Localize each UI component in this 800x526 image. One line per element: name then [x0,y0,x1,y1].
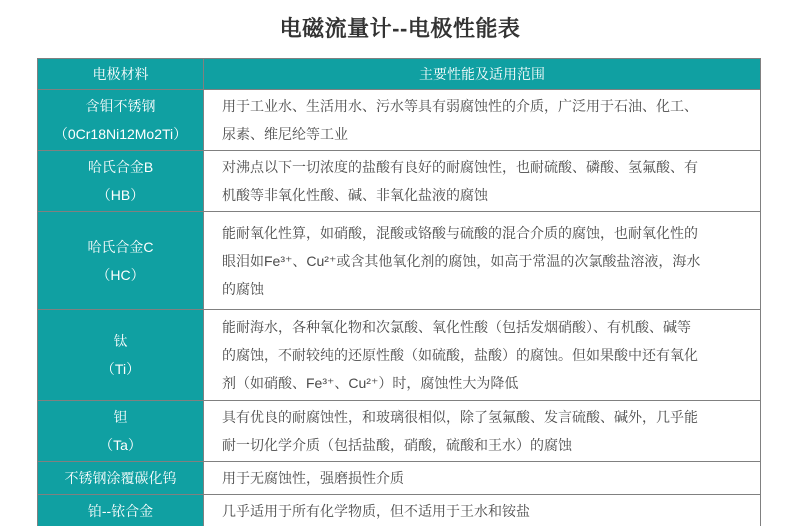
description-cell [204,401,761,462]
material-cell [38,462,204,495]
description-text: 能耐氧化性算，如硝酸，混酸或铬酸与硫酸的混合介质的腐蚀，也耐氧化性的眼泪如Fe³⁺、Cu²⁺或含其他氧化剂的腐蚀，如高于常温的次氯酸盐溶液，海水的腐蚀 [222,224,701,297]
material-code: （HC） [96,266,145,283]
material-name: 哈氏合金B [87,159,154,175]
material-cell [38,151,204,212]
description-cell [204,462,761,495]
table-row-hastelloy-b [38,151,761,212]
material-name: 钽 [113,409,128,425]
material-cell [38,401,204,462]
description-cell [204,495,761,526]
material-cell [38,212,204,310]
table-row-hastelloy-c [38,212,761,310]
description-text: 用于无腐蚀性，强磨损性介质 [222,470,404,486]
description-text: 对沸点以下一切浓度的盐酸有良好的耐腐蚀性，也耐硫酸、磷酸、氢氟酸、有机酸等非氧化性酸、碱、非氧化盐液的腐蚀 [222,159,698,203]
description-cell [204,212,761,310]
column-header-performance: 主要性能及适用范围 [204,59,761,90]
page [0,15,800,526]
page-title: 电磁流量计--电极性能表 [279,16,521,41]
material-code: （HB） [96,187,145,203]
material-cell [38,310,204,401]
description-text: 具有优良的耐腐蚀性，和玻璃很相似，除了氢氟酸、发言硫酸、碱外，几乎能耐一切化学介质（包括盐酸，硝酸，硫酸和王水）的腐蚀 [222,409,698,453]
table-row-molybdenum-stainless-steel [38,90,761,151]
material-code: （0Cr18Ni12Mo2Ti） [53,126,188,142]
table-header-row [38,59,761,90]
description-cell [204,90,761,151]
material-name: 含钼不锈钢 [85,98,156,114]
table-row-platinum-iridium [38,495,761,526]
material-name: 哈氏合金C [87,238,154,255]
material-name: 铂--铱合金 [87,503,154,519]
column-header-material: 电极材料 [38,59,204,90]
table-row-tantalum [38,401,761,462]
description-text: 能耐海水，各种氧化物和次氯酸、氧化性酸（包括发烟硝酸）、有机酸、碱等的腐蚀，不耐较纯的还原性酸（如硫酸，盐酸）的腐蚀。但如果酸中还有氧化剂（如硝酸、Fe³⁺、Cu²⁺）时，腐蚀性大为降低 [222,319,698,391]
description-text: 用于工业水、生活用水、污水等具有弱腐蚀性的介质，广泛用于石油、化工、尿素、维尼纶等工业 [222,98,698,142]
description-cell [204,310,761,401]
material-code: （Ti） [100,361,141,377]
description-cell [204,151,761,212]
material-cell [38,90,204,151]
description-text: 几乎适用于所有化学物质，但不适用于王水和铵盐 [222,503,530,519]
material-name: 钛 [113,333,128,349]
table-row-tungsten-carbide-coated [38,462,761,495]
electrode-performance-table [37,58,761,526]
material-code: （Ta） [99,437,142,453]
material-cell [38,495,204,526]
table-row-titanium [38,310,761,401]
material-name: 不锈钢涂覆碳化钨 [64,470,177,486]
